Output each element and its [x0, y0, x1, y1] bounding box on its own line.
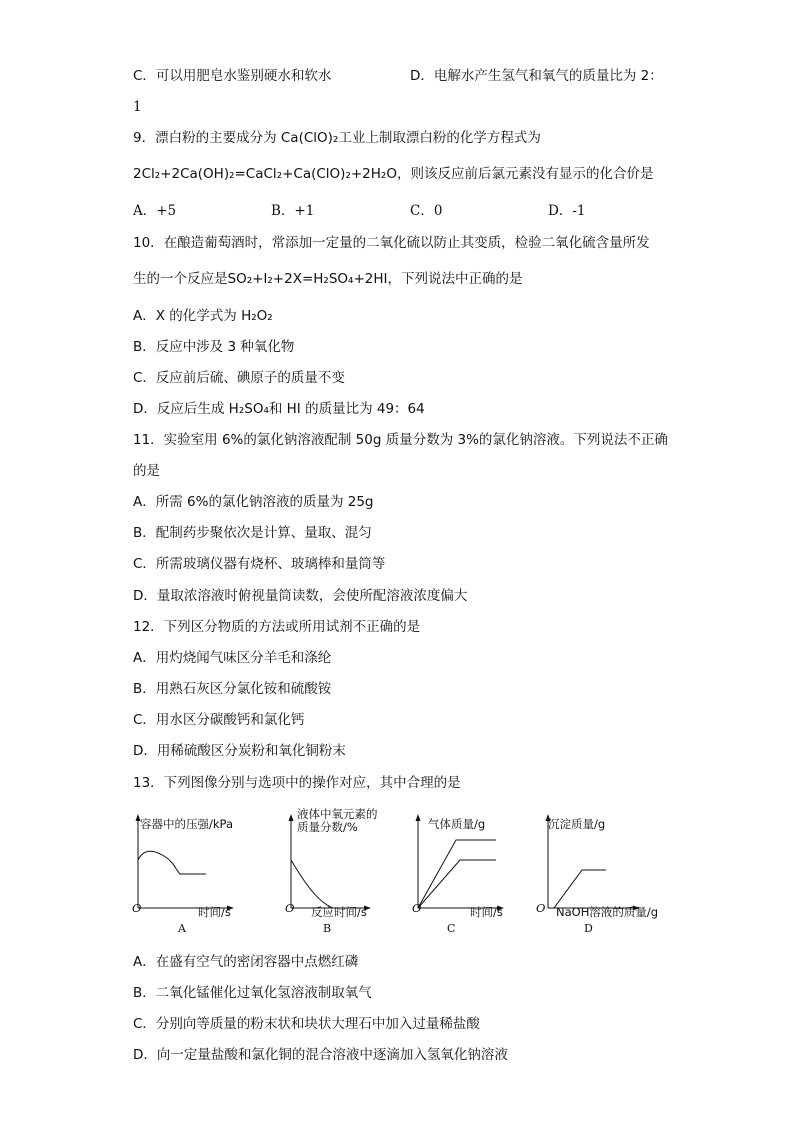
- graph-c-line-upper: [418, 840, 496, 908]
- q9-equation: 2Cl₂+2Ca(OH)₂=CaCl₂+Ca(ClO)₂+2H₂O: [133, 166, 397, 182]
- q11-option-a: A．所需 6%的氯化钠溶液的质量为 25g: [133, 494, 374, 510]
- q11-option-c: C．所需玻璃仪器有烧杯、玻璃棒和量筒等: [133, 556, 386, 572]
- graph-c-origin: O: [412, 901, 422, 915]
- q12-option-c: C．用水区分碳酸钙和氯化钙: [133, 712, 305, 728]
- q10-equation: SO₂+I₂+2X=H₂SO₄+2HI: [227, 271, 388, 287]
- q9-stem: 9．漂白粉的主要成分为 Ca(ClO)₂工业上制取漂白粉的化学方程式为: [133, 130, 541, 146]
- q10-option-d: D．反应后生成 H₂SO₄和 HI 的质量比为 49：64: [133, 401, 425, 417]
- graph-d-curve: [548, 870, 606, 908]
- q13-option-b: B．二氧化锰催化过氧化氢溶液制取氧气: [133, 985, 372, 1001]
- graph-b-curve: [291, 860, 333, 908]
- graph-d: [536, 808, 670, 938]
- graph-c-letter: C: [447, 922, 456, 935]
- graph-c-line-lower: [418, 860, 496, 908]
- graph-a-origin: O: [132, 901, 142, 915]
- graph-b-xlabel: 反应时间/s: [311, 905, 367, 919]
- graph-b-ylabel-1: 液体中氧元素的: [297, 807, 378, 821]
- graph-c: [410, 808, 530, 938]
- q12-option-a: A．用灼烧闻气味区分羊毛和涤纶: [133, 650, 332, 666]
- graph-c-xlabel: 时间/s: [470, 905, 503, 919]
- graph-b-ylabel-2: 质量分数/%: [297, 820, 358, 834]
- q10-option-a: A．X 的化学式为 H₂O₂: [133, 308, 273, 324]
- q13-stem: 13．下列图像分别与选项中的操作对应，其中合理的是: [133, 775, 461, 791]
- q12-stem: 12．下列区分物质的方法或所用试剂不正确的是: [133, 619, 421, 635]
- graph-a: [130, 808, 260, 938]
- q12-option-b: B．用熟石灰区分氯化铵和硫酸铵: [133, 681, 332, 697]
- q11-option-d: D．量取浓溶液时俯视量筒读数，会使所配溶液浓度偏大: [133, 588, 468, 604]
- q13-option-a: A．在盛有空气的密闭容器中点燃红磷: [133, 954, 359, 970]
- q8-option-c: C．可以用肥皂水鉴别硬水和软水: [133, 68, 332, 84]
- q9-option-b: B．+1: [271, 203, 315, 219]
- graph-a-ylabel: 容器中的压强/kPa: [140, 817, 233, 831]
- graph-a-xlabel: 时间/s: [198, 905, 231, 919]
- graph-a-curve: [138, 851, 206, 874]
- q9-option-c: C．0: [410, 203, 443, 219]
- q9-option-a: A．+5: [133, 203, 177, 219]
- graph-a-letter: A: [178, 922, 186, 935]
- graph-d-xlabel: NaOH溶液的质量/g: [556, 905, 659, 919]
- q11-stem-line1: 11．实验室用 6%的氯化钠溶液配制 50g 质量分数为 3%的氯化钠溶液。下列说法不正确: [133, 432, 668, 448]
- graph-c-ylabel: 气体质量/g: [428, 817, 486, 831]
- q12-option-d: D．用稀硫酸区分炭粉和氧化铜粉末: [133, 743, 346, 759]
- q9-equation-tail: ，则该反应前后氯元素没有显示的化合价是: [396, 166, 654, 182]
- q9-equation-line: [133, 165, 653, 183]
- q11-option-b: B．配制药步聚依次是计算、量取、混匀: [133, 525, 372, 541]
- q11-stem-line2: 的是: [133, 463, 160, 479]
- q13-option-d: D．向一定量盐酸和氯化铜的混合溶液中逐滴加入氢氧化钠溶液: [133, 1047, 508, 1063]
- q10-option-b: B．反应中涉及 3 种氧化物: [133, 339, 295, 355]
- q9-option-d: D．-1: [548, 203, 586, 219]
- q10-stem-line2: [133, 270, 522, 288]
- graph-b: [283, 808, 403, 938]
- q10-stem-line1: 10．在酿造葡萄酒时，常添加一定量的二氧化硫以防止其变质，检验二氧化硫含量所发: [133, 235, 650, 251]
- graph-d-letter: D: [584, 922, 593, 935]
- q8-option-d: D．电解水产生氢气和氧气的质量比为 2：: [410, 68, 663, 84]
- q13-option-c: C．分别向等质量的粉末状和块状大理石中加入过量稀盐酸: [133, 1016, 480, 1032]
- q10-stem-pre: 生的一个反应是: [133, 271, 228, 287]
- q10-option-c: C．反应前后硫、碘原子的质量不变: [133, 370, 345, 386]
- graph-b-origin: O: [285, 901, 295, 915]
- graph-b-letter: B: [323, 922, 332, 935]
- graph-d-origin: O: [536, 901, 546, 915]
- graph-d-ylabel: 沉淀质量/g: [548, 817, 606, 831]
- q8-option-d-wrap: 1: [133, 99, 142, 115]
- q10-stem-post: ，下列说法中正确的是: [387, 271, 523, 287]
